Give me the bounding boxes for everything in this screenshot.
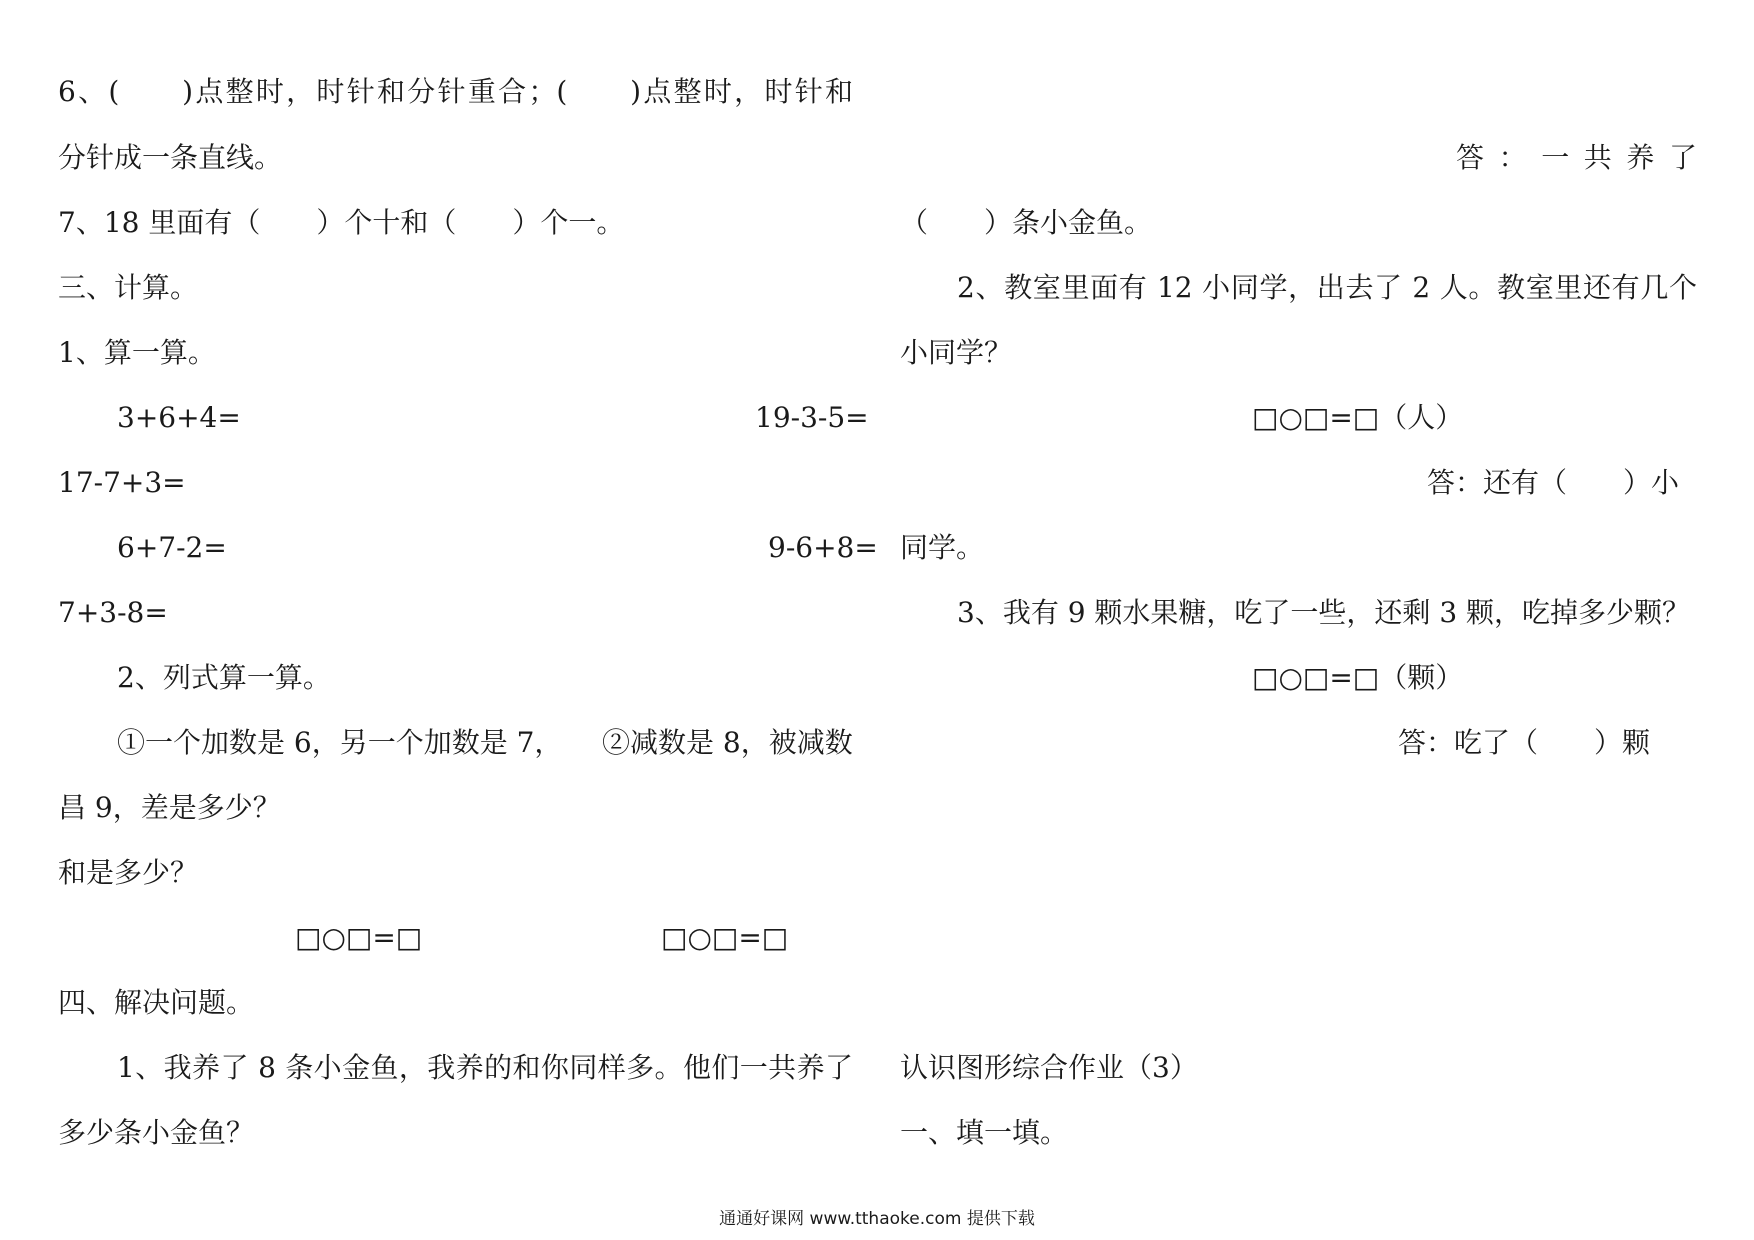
calc-expression-d: 6+7-2=	[117, 531, 227, 564]
homework-title: 认识图形综合作业（3）	[900, 1051, 1198, 1084]
calc-2-title: 2、列式算一算。	[117, 661, 331, 694]
calc-expression-f: 7+3-8=	[58, 596, 168, 629]
calc-expression-a: 3+6+4=	[117, 401, 241, 434]
section-4-title: 四、解决问题。	[58, 986, 255, 1019]
question-6-line-2: 分针成一条直线。	[58, 141, 283, 174]
calc-expression-c: 17-7+3=	[58, 466, 186, 499]
problem-3: 3、我有 9 颗水果糖，吃了一些，还剩 3 颗，吃掉多少颗？	[957, 596, 1691, 629]
footer-credit: 通通好课网 www.tthaoke.com 提供下载	[719, 1209, 1035, 1229]
formula-candy: □○□=□（颗）	[1252, 661, 1464, 694]
calc-2-line-2: 昌 9，差是多少？	[58, 791, 281, 824]
question-7: 7、18 里面有（ ）个十和（ ）个一。	[58, 206, 625, 239]
section-3-title: 三、计算。	[58, 271, 199, 304]
problem-1-line-2: 多少条小金鱼？	[58, 1116, 255, 1149]
answer-2-line-1: 答：还有（ ）小	[1427, 466, 1680, 499]
problem-1-line-1: 1、我养了 8 条小金鱼，我养的和你同样多。他们一共养了	[117, 1051, 853, 1084]
calc-expression-e: 9-6+8=	[768, 531, 878, 564]
formula-box-2: □○□=□	[661, 921, 789, 954]
fill-in-title: 一、填一填。	[900, 1116, 1069, 1149]
answer-1-line-2: （ ）条小金鱼。	[900, 206, 1153, 239]
calc-expression-b: 19-3-5=	[755, 401, 869, 434]
answer-3: 答：吃了（ ）颗	[1398, 726, 1651, 759]
formula-box-1: □○□=□	[295, 921, 423, 954]
calc-2-question-1: ①一个加数是 6，另一个加数是 7，	[117, 726, 563, 759]
formula-people: □○□=□（人）	[1252, 401, 1464, 434]
calc-2-question-2: ②减数是 8，被减数	[602, 726, 853, 759]
problem-2-line-2: 小同学？	[900, 336, 1013, 369]
answer-1-line-1: 答：一共养了	[1456, 141, 1697, 174]
problem-2-line-1: 2、教室里面有 12 小同学，出去了 2 人。教室里还有几个	[957, 271, 1697, 304]
question-6-line-1: 6、( )点整时，时针和分针重合；( )点整时，时针和	[58, 75, 853, 108]
calc-2-line-3: 和是多少？	[58, 856, 199, 889]
answer-2-line-2: 同学。	[900, 531, 985, 564]
calc-1-title: 1、算一算。	[58, 336, 216, 369]
